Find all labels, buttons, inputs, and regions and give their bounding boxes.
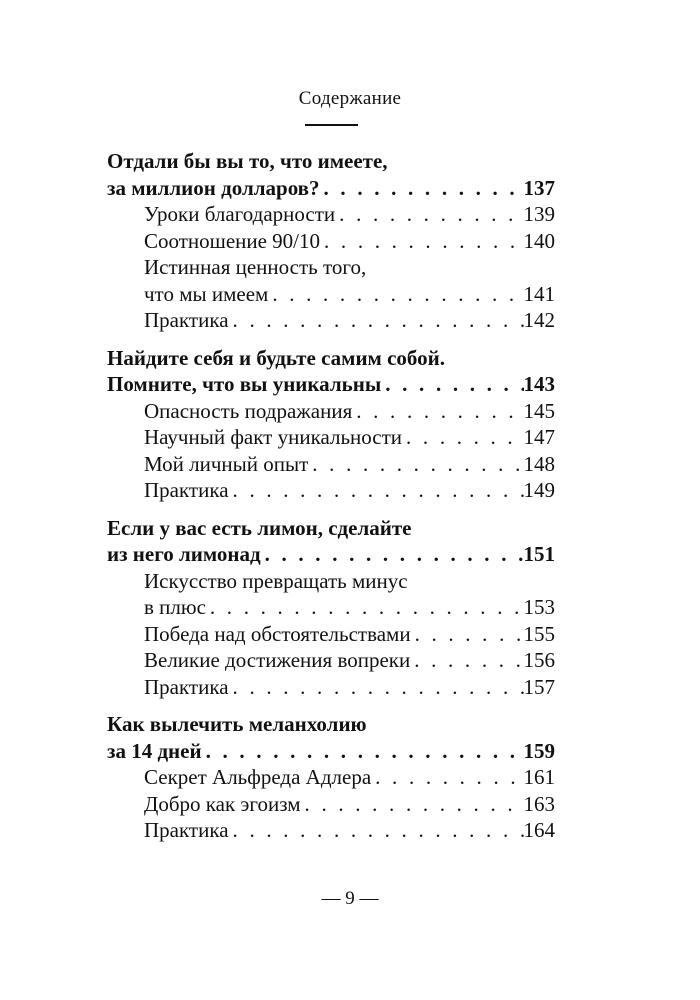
dot-leader <box>308 451 523 478</box>
toc-entry[interactable] <box>107 674 555 701</box>
section-title-line[interactable] <box>107 345 555 372</box>
toc-entry[interactable] <box>107 791 555 818</box>
toc-entry-line[interactable] <box>107 568 555 595</box>
entry-title: Практика <box>144 308 229 332</box>
toc-entry-section[interactable] <box>107 541 555 568</box>
dot-leader <box>229 674 524 701</box>
section-title-line[interactable] <box>107 148 555 175</box>
dot-leader <box>301 791 524 818</box>
dot-leader <box>229 477 524 504</box>
dot-leader <box>261 541 524 568</box>
section-title-text: Найдите себя и будьте самим собой. <box>107 345 445 370</box>
dot-leader <box>402 424 523 451</box>
page-number: 142 <box>523 308 555 332</box>
toc-entry-section[interactable] <box>107 371 555 398</box>
page-number: 148 <box>523 451 555 476</box>
page-number: 156 <box>523 648 555 672</box>
page-number: 163 <box>523 791 555 816</box>
page-number: 161 <box>523 765 555 789</box>
dot-leader <box>229 817 524 844</box>
page-number: 141 <box>523 281 555 306</box>
page-number: 153 <box>523 595 555 619</box>
toc-entry[interactable] <box>107 764 555 791</box>
entry-title: Опасность подражания <box>144 398 353 423</box>
dot-leader <box>206 594 524 621</box>
entry-title: Соотношение 90/10 <box>144 228 321 253</box>
section-title-text: Помните, что вы уникальны <box>107 372 382 396</box>
section-title-text: Как вылечить меланхолию <box>107 712 367 736</box>
entry-title: Победа над обстоятельствами <box>144 621 411 646</box>
entry-title: Уроки благодарности <box>144 202 336 226</box>
entry-title: Истинная ценность того, <box>144 255 367 279</box>
toc-entry[interactable] <box>107 424 555 451</box>
entry-title: Искусство превращать минус <box>144 568 408 593</box>
entry-title: Практика <box>144 674 229 699</box>
dot-leader <box>352 398 523 425</box>
title-divider <box>305 124 358 126</box>
dot-leader <box>320 175 524 202</box>
entry-title: Добро как эгоизм <box>144 791 301 816</box>
section-title-text: из него лимонад <box>107 542 261 566</box>
dot-leader <box>202 738 524 765</box>
entry-title: Мой личный опыт <box>144 451 309 476</box>
page-number: 151 <box>523 542 555 566</box>
page-number: 157 <box>523 674 555 699</box>
page-number: 164 <box>523 818 555 842</box>
toc-entry-section[interactable] <box>107 175 555 202</box>
page-number: 145 <box>523 398 555 423</box>
entry-title: Научный факт уникальности <box>144 425 403 449</box>
toc-entry[interactable] <box>107 594 555 621</box>
toc-entry[interactable] <box>107 201 555 228</box>
toc-entry[interactable] <box>107 451 555 478</box>
entry-title: Секрет Альфреда Адлера <box>144 765 372 789</box>
page-number: 140 <box>523 228 555 253</box>
toc-entry[interactable] <box>107 477 555 504</box>
section-title-line[interactable] <box>107 515 555 542</box>
toc-entry-section[interactable] <box>107 738 555 765</box>
page-number: 139 <box>523 202 555 226</box>
toc-entry[interactable] <box>107 647 555 674</box>
section-title-line[interactable] <box>107 711 555 738</box>
dot-leader <box>410 647 523 674</box>
page-number: 143 <box>523 372 555 396</box>
page-number: 155 <box>523 621 555 646</box>
toc-entry[interactable] <box>107 817 555 844</box>
page-number: 147 <box>523 425 555 449</box>
dot-leader <box>268 281 523 308</box>
dot-leader <box>335 201 523 228</box>
toc-entry[interactable] <box>107 307 555 334</box>
section-title-text: Если у вас есть лимон, сделайте <box>107 515 412 540</box>
page-number-footer: — 9 — <box>321 888 379 909</box>
dot-leader <box>229 307 524 334</box>
toc-entry[interactable] <box>107 621 555 648</box>
section-title-text: за миллион долларов? <box>107 175 320 200</box>
page-number: 159 <box>523 738 555 763</box>
page-number: 149 <box>523 478 555 502</box>
entry-title: что мы имеем <box>144 281 269 306</box>
entry-title: Великие достижения вопреки <box>144 648 411 672</box>
toc-entry[interactable] <box>107 398 555 425</box>
page-title: Содержание <box>298 88 402 109</box>
table-of-contents <box>107 148 555 844</box>
dot-leader <box>371 764 523 791</box>
dot-leader <box>320 228 523 255</box>
page-number: 137 <box>523 175 555 200</box>
dot-leader <box>381 371 523 398</box>
section-title-text: за 14 дней <box>107 738 202 763</box>
entry-title: в плюс <box>144 595 206 619</box>
entry-title: Практика <box>144 818 229 842</box>
section-title-text: Отдали бы вы то, что имеете, <box>107 149 388 173</box>
dot-leader <box>411 621 524 648</box>
toc-entry-line[interactable] <box>107 254 555 281</box>
entry-title: Практика <box>144 478 229 502</box>
toc-entry[interactable] <box>107 228 555 255</box>
toc-entry[interactable] <box>107 281 555 308</box>
